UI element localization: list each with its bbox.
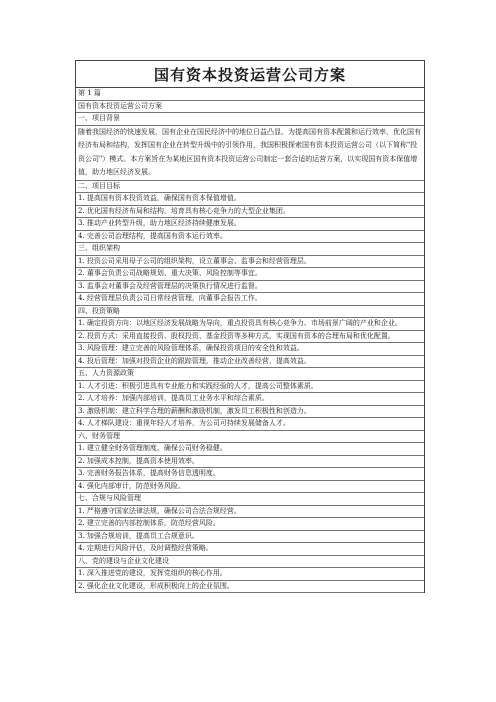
table-row: 第 1 篇	[76, 88, 424, 101]
table-row: 3. 完善财务报告体系，提高财务信息透明度。	[76, 468, 424, 481]
table-row: 4. 完善公司治理结构，提高国有资本运行效率。	[76, 231, 424, 244]
table-row: 4. 强化内部审计，防范财务风险。	[76, 481, 424, 494]
table-row: 四、投资策略	[76, 306, 424, 319]
table-row: 随着我国经济的快速发展，国有企业在国民经济中的地位日益凸显。为提高国有资本配置和运行效率，优化国有经济布局和结构，发挥国有企业在转型升级中的引领作用，我国积极探索国有资本投资运营公司（以下简称"投资公司"）模式。本方案旨在为某地区国有资本投资运营公司制定一套合适的运营方案，以实现国有资本保值增值，助力地区经济发展。	[76, 126, 424, 181]
table-row: 4. 人才梯队建设：重视年轻人才培养，为公司可持续发展储备人才。	[76, 418, 424, 431]
table-row: 1. 严格遵守国家法律法规，确保公司合法合规经营。	[76, 506, 424, 519]
table-row: 3. 推动产业转型升级，助力地区经济持续健康发展。	[76, 218, 424, 231]
table-row: 1. 提高国有资本投资效益，确保国有资本保值增值。	[76, 193, 424, 206]
table-row: 国有资本投资运营公司方案	[76, 101, 424, 114]
table-row: 2. 董事会负责公司战略规划、重大决策、风险控制等事宜。	[76, 268, 424, 281]
table-row: 五、人力资源政策	[76, 368, 424, 381]
document-title: 国有资本投资运营公司方案	[76, 61, 424, 88]
table-row: 三、组织架构	[76, 243, 424, 256]
table-row: 2. 投资方式：采用直接投资、股权投资、基金投资等多种方式，实现国有资本的合理布局和优化配置。	[76, 331, 424, 344]
table-row: 3. 风险管理：建立完善的风险管理体系，确保投资项目的安全性和效益。	[76, 343, 424, 356]
table-row: 1. 建立健全财务管理制度，确保公司财务稳健。	[76, 443, 424, 456]
table-row: 二、项目目标	[76, 181, 424, 194]
table-row: 4. 经营管理层负责公司日常经营管理，向董事会报告工作。	[76, 293, 424, 306]
table-row: 2. 建立完善的内部控制体系，防范经营风险。	[76, 518, 424, 531]
table-row: 3. 激励机制：建立科学合理的薪酬和激励机制，激发员工积极性和创造力。	[76, 406, 424, 419]
table-row: 4. 投后管理：加强对投资企业的跟踪管理，推动企业改善经营、提高效益。	[76, 356, 424, 369]
table-row: 八、党的建设与企业文化建设	[76, 556, 424, 569]
table-row: 3. 监事会对董事会及经营管理层的决策执行情况进行监督。	[76, 281, 424, 294]
table-row: 2. 人才培养：加强内部培训，提高员工业务水平和综合素质。	[76, 393, 424, 406]
table-row: 1. 确定投资方向：以地区经济发展战略为导向，重点投资具有核心竞争力、市场前景广阔的产业和企业。	[76, 318, 424, 331]
table-row: 2. 优化国有经济布局和结构，培育具有核心竞争力的大型企业集团。	[76, 206, 424, 219]
table-row: 2. 加强成本控制，提高资本使用效率。	[76, 456, 424, 469]
table-row: 六、财务管理	[76, 431, 424, 444]
table-row: 1. 人才引进：积极引进具有专业能力和实践经验的人才，提高公司整体素质。	[76, 381, 424, 394]
table-row: 1. 投资公司采用母子公司的组织架构，设立董事会、监事会和经营管理层。	[76, 256, 424, 269]
table-row: 2. 强化企业文化建设，形成积极向上的企业氛围。	[76, 581, 424, 594]
table-row: 一、项目背景	[76, 113, 424, 126]
content-rows	[76, 88, 424, 593]
table-row: 3. 加强合规培训，提高员工合规意识。	[76, 531, 424, 544]
table-row: 七、合规与风险管理	[76, 493, 424, 506]
table-row: 1. 深入推进党的建设，发挥党组织的核心作用。	[76, 568, 424, 581]
document-table	[75, 60, 425, 593]
table-row: 4. 定期进行风险评估，及时调整经营策略。	[76, 543, 424, 556]
